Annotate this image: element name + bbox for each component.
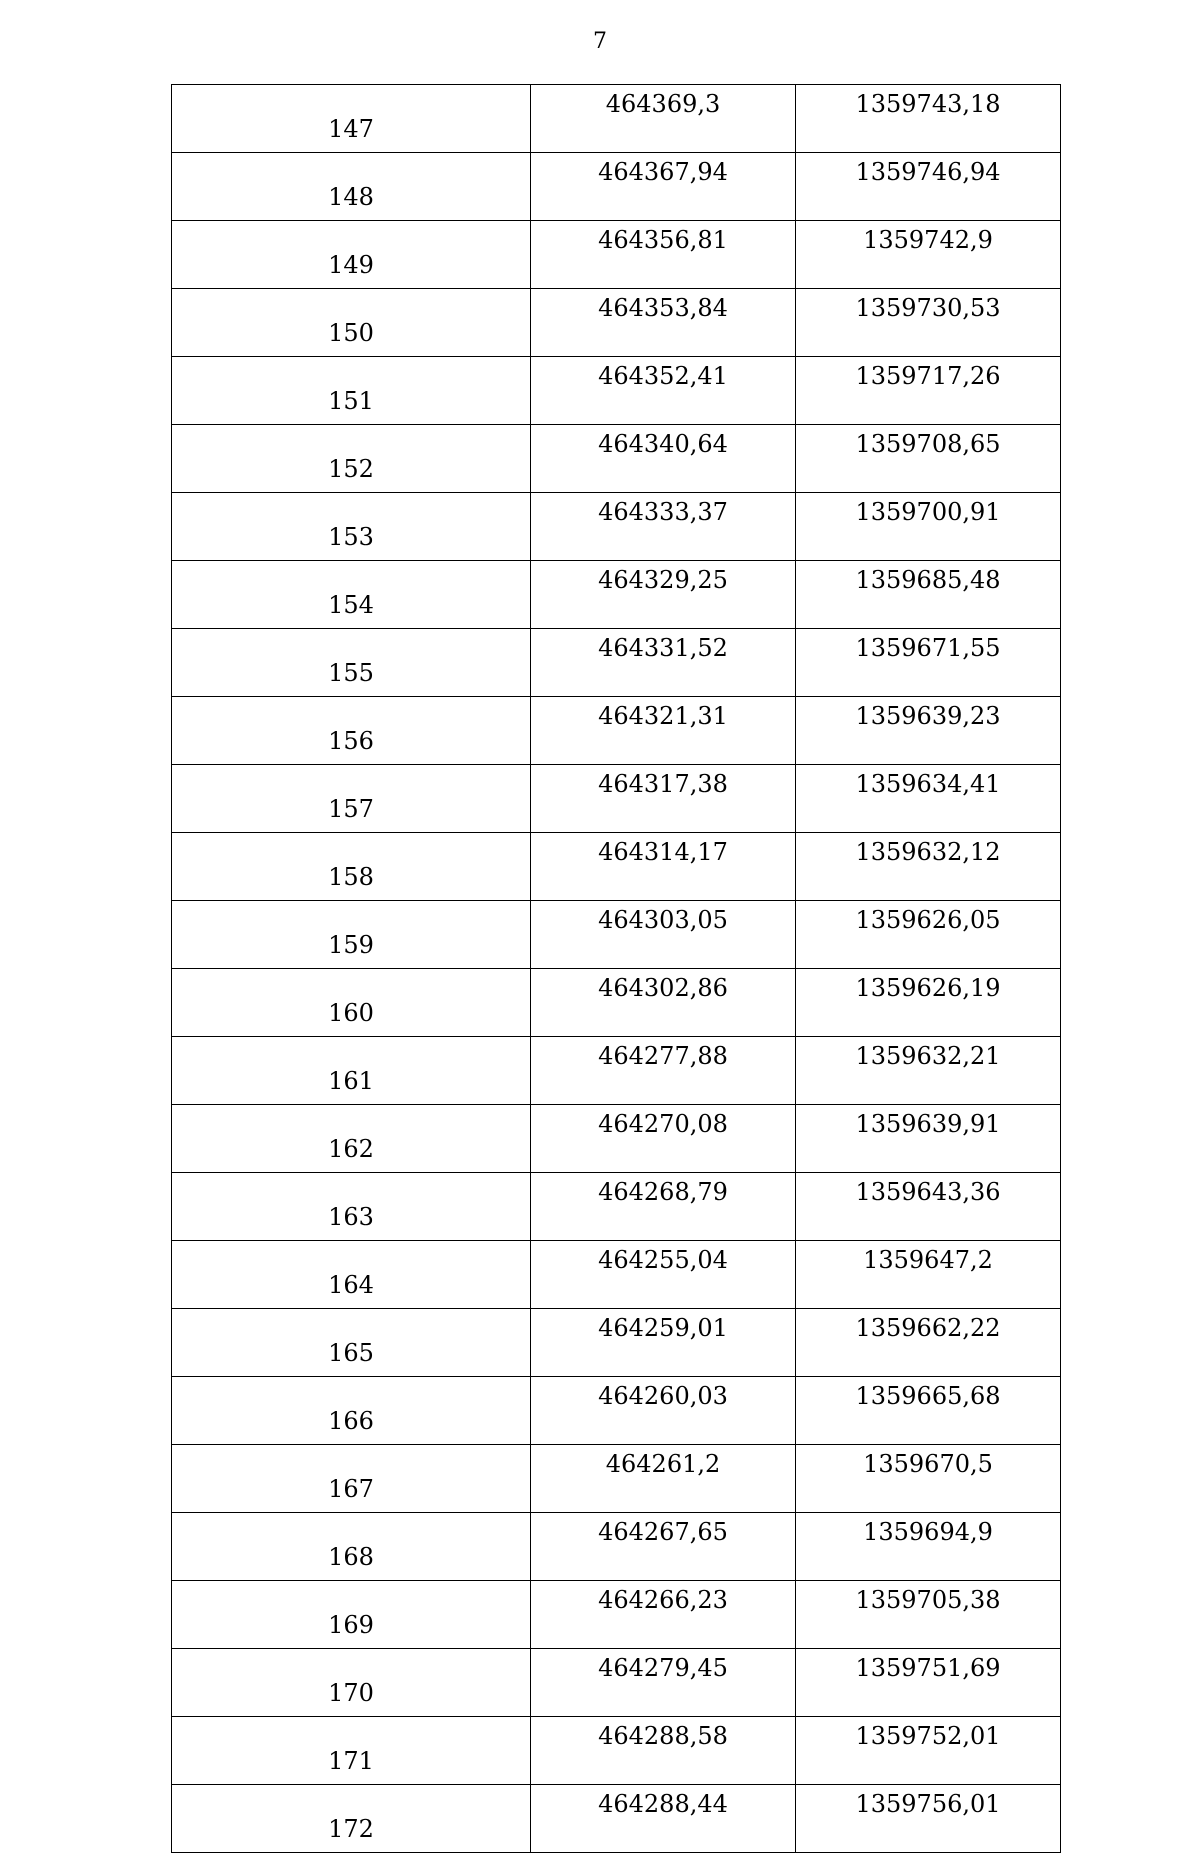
y-coordinate-cell: 1359685,48 bbox=[796, 561, 1061, 629]
y-coordinate-cell: 1359665,68 bbox=[796, 1377, 1061, 1445]
table-row bbox=[172, 1105, 1061, 1173]
coordinates-table-body bbox=[172, 85, 1061, 1853]
table-row bbox=[172, 833, 1061, 901]
point-number-cell: 165 bbox=[172, 1309, 531, 1377]
x-coordinate-cell: 464340,64 bbox=[531, 425, 796, 493]
x-coordinate-cell: 464329,25 bbox=[531, 561, 796, 629]
point-number-cell: 168 bbox=[172, 1513, 531, 1581]
table-row bbox=[172, 289, 1061, 357]
x-coordinate-cell: 464260,03 bbox=[531, 1377, 796, 1445]
y-coordinate-cell: 1359743,18 bbox=[796, 85, 1061, 153]
table-row bbox=[172, 1581, 1061, 1649]
point-number-cell: 163 bbox=[172, 1173, 531, 1241]
y-coordinate-cell: 1359730,53 bbox=[796, 289, 1061, 357]
table-row bbox=[172, 629, 1061, 697]
x-coordinate-cell: 464303,05 bbox=[531, 901, 796, 969]
y-coordinate-cell: 1359717,26 bbox=[796, 357, 1061, 425]
table-row bbox=[172, 153, 1061, 221]
y-coordinate-cell: 1359639,23 bbox=[796, 697, 1061, 765]
table-row bbox=[172, 969, 1061, 1037]
table-row bbox=[172, 1649, 1061, 1717]
y-coordinate-cell: 1359626,19 bbox=[796, 969, 1061, 1037]
table-row bbox=[172, 1445, 1061, 1513]
coordinates-table bbox=[171, 84, 1061, 1853]
point-number-cell: 160 bbox=[172, 969, 531, 1037]
table-row bbox=[172, 357, 1061, 425]
y-coordinate-cell: 1359746,94 bbox=[796, 153, 1061, 221]
table-row bbox=[172, 1513, 1061, 1581]
x-coordinate-cell: 464270,08 bbox=[531, 1105, 796, 1173]
x-coordinate-cell: 464356,81 bbox=[531, 221, 796, 289]
y-coordinate-cell: 1359670,5 bbox=[796, 1445, 1061, 1513]
x-coordinate-cell: 464353,84 bbox=[531, 289, 796, 357]
y-coordinate-cell: 1359671,55 bbox=[796, 629, 1061, 697]
x-coordinate-cell: 464255,04 bbox=[531, 1241, 796, 1309]
point-number-cell: 149 bbox=[172, 221, 531, 289]
x-coordinate-cell: 464288,58 bbox=[531, 1717, 796, 1785]
x-coordinate-cell: 464331,52 bbox=[531, 629, 796, 697]
point-number-cell: 162 bbox=[172, 1105, 531, 1173]
point-number-cell: 148 bbox=[172, 153, 531, 221]
y-coordinate-cell: 1359647,2 bbox=[796, 1241, 1061, 1309]
y-coordinate-cell: 1359751,69 bbox=[796, 1649, 1061, 1717]
x-coordinate-cell: 464266,23 bbox=[531, 1581, 796, 1649]
table-row bbox=[172, 901, 1061, 969]
x-coordinate-cell: 464259,01 bbox=[531, 1309, 796, 1377]
page-number: 7 bbox=[593, 29, 607, 54]
table-row bbox=[172, 1241, 1061, 1309]
x-coordinate-cell: 464367,94 bbox=[531, 153, 796, 221]
table-row bbox=[172, 493, 1061, 561]
point-number-cell: 156 bbox=[172, 697, 531, 765]
x-coordinate-cell: 464369,3 bbox=[531, 85, 796, 153]
point-number-cell: 159 bbox=[172, 901, 531, 969]
point-number-cell: 172 bbox=[172, 1785, 531, 1853]
x-coordinate-cell: 464333,37 bbox=[531, 493, 796, 561]
x-coordinate-cell: 464352,41 bbox=[531, 357, 796, 425]
point-number-cell: 147 bbox=[172, 85, 531, 153]
y-coordinate-cell: 1359700,91 bbox=[796, 493, 1061, 561]
table-row bbox=[172, 561, 1061, 629]
x-coordinate-cell: 464321,31 bbox=[531, 697, 796, 765]
x-coordinate-cell: 464317,38 bbox=[531, 765, 796, 833]
y-coordinate-cell: 1359626,05 bbox=[796, 901, 1061, 969]
point-number-cell: 167 bbox=[172, 1445, 531, 1513]
table-row bbox=[172, 765, 1061, 833]
table-row bbox=[172, 1173, 1061, 1241]
point-number-cell: 150 bbox=[172, 289, 531, 357]
point-number-cell: 166 bbox=[172, 1377, 531, 1445]
table-row bbox=[172, 1037, 1061, 1105]
y-coordinate-cell: 1359756,01 bbox=[796, 1785, 1061, 1853]
y-coordinate-cell: 1359752,01 bbox=[796, 1717, 1061, 1785]
point-number-cell: 158 bbox=[172, 833, 531, 901]
point-number-cell: 157 bbox=[172, 765, 531, 833]
point-number-cell: 169 bbox=[172, 1581, 531, 1649]
table-row bbox=[172, 1785, 1061, 1853]
y-coordinate-cell: 1359632,12 bbox=[796, 833, 1061, 901]
x-coordinate-cell: 464277,88 bbox=[531, 1037, 796, 1105]
point-number-cell: 151 bbox=[172, 357, 531, 425]
point-number-cell: 164 bbox=[172, 1241, 531, 1309]
table-row bbox=[172, 1377, 1061, 1445]
y-coordinate-cell: 1359708,65 bbox=[796, 425, 1061, 493]
y-coordinate-cell: 1359705,38 bbox=[796, 1581, 1061, 1649]
x-coordinate-cell: 464314,17 bbox=[531, 833, 796, 901]
y-coordinate-cell: 1359643,36 bbox=[796, 1173, 1061, 1241]
point-number-cell: 170 bbox=[172, 1649, 531, 1717]
point-number-cell: 154 bbox=[172, 561, 531, 629]
x-coordinate-cell: 464261,2 bbox=[531, 1445, 796, 1513]
y-coordinate-cell: 1359634,41 bbox=[796, 765, 1061, 833]
point-number-cell: 153 bbox=[172, 493, 531, 561]
x-coordinate-cell: 464267,65 bbox=[531, 1513, 796, 1581]
point-number-cell: 152 bbox=[172, 425, 531, 493]
y-coordinate-cell: 1359694,9 bbox=[796, 1513, 1061, 1581]
x-coordinate-cell: 464268,79 bbox=[531, 1173, 796, 1241]
x-coordinate-cell: 464288,44 bbox=[531, 1785, 796, 1853]
y-coordinate-cell: 1359662,22 bbox=[796, 1309, 1061, 1377]
table-row bbox=[172, 221, 1061, 289]
table-row bbox=[172, 1309, 1061, 1377]
table-row bbox=[172, 697, 1061, 765]
point-number-cell: 171 bbox=[172, 1717, 531, 1785]
y-coordinate-cell: 1359632,21 bbox=[796, 1037, 1061, 1105]
table-row bbox=[172, 425, 1061, 493]
y-coordinate-cell: 1359742,9 bbox=[796, 221, 1061, 289]
table-row bbox=[172, 85, 1061, 153]
table-row bbox=[172, 1717, 1061, 1785]
point-number-cell: 155 bbox=[172, 629, 531, 697]
x-coordinate-cell: 464302,86 bbox=[531, 969, 796, 1037]
x-coordinate-cell: 464279,45 bbox=[531, 1649, 796, 1717]
point-number-cell: 161 bbox=[172, 1037, 531, 1105]
y-coordinate-cell: 1359639,91 bbox=[796, 1105, 1061, 1173]
